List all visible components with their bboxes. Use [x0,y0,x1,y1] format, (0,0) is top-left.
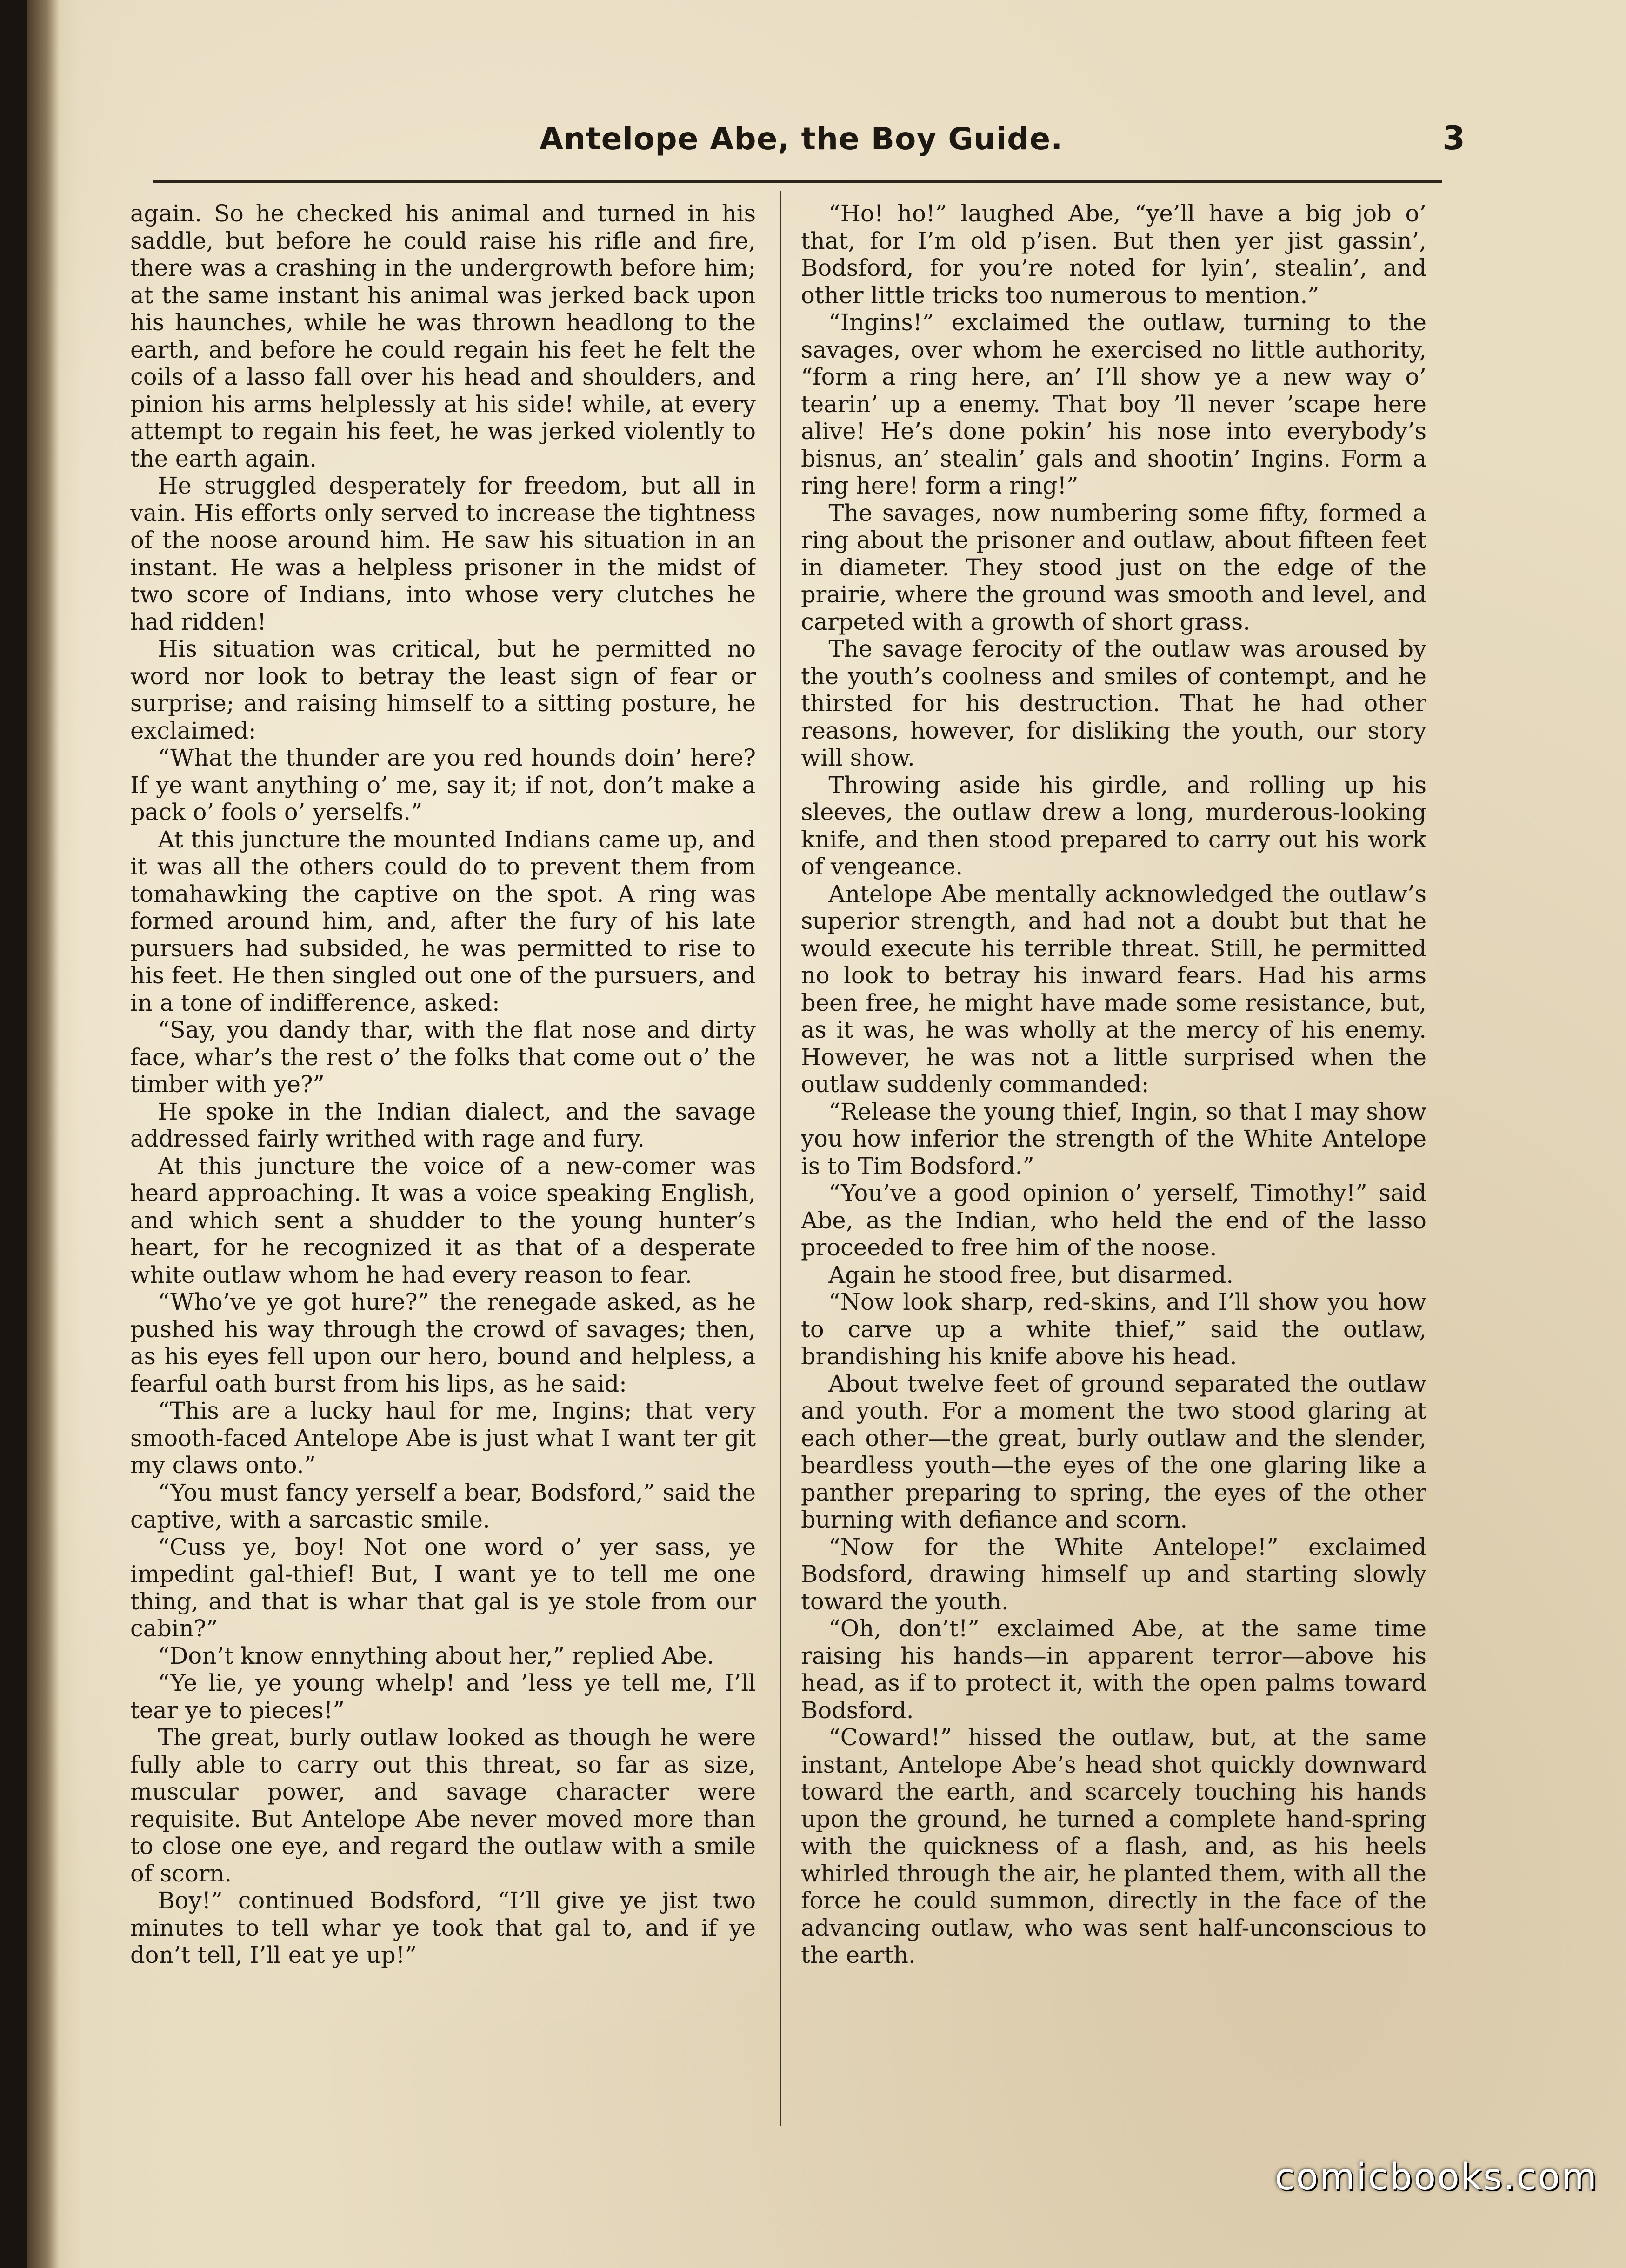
paragraph: Antelope Abe mentally acknowledged the outlaw’s superior strength, and had not a doubt but that he would execute his terrible threat. Still, he permitted no look to betray his inward fears. Had his arms been free, he might have made some resistance, but, as it was, he was wholly at the mercy of his enemy. However, he was not a little surprised when the outlaw suddenly commanded: [801,880,1426,1098]
paragraph: At this juncture the mounted Indians came up, and it was all the others could do to prevent them from tomahawking the captive on the spot. A ring was formed around him, and, after the fury of his late pursuers had subsided, he was permitted to rise to his feet. He then singled out one of the pursuers, and in a tone of indifference, asked: [130,826,756,1016]
paragraph: “Now look sharp, red-skins, and I’ll show you how to carve up a white thief,” said the outlaw, brandishing his knife above his head. [801,1288,1426,1370]
paragraph: “This are a lucky haul for me, Ingins; that very smooth-faced Antelope Abe is just what I want ter git my claws onto.” [130,1397,756,1479]
paragraph: His situation was critical, but he permitted no word nor look to betray the least sign of fear or surprise; and raising himself to a sitting posture, he exclaimed: [130,635,756,744]
paragraph: “Say, you dandy thar, with the flat nose and dirty face, whar’s the rest o’ the folks that come out o’ the timber with ye?” [130,1016,756,1098]
site-watermark: comicbooks.com [1274,2156,1598,2198]
running-title: Antelope Abe, the Boy Guide. [540,121,1063,157]
paragraph: “What the thunder are you red hounds doin’ here? If ye want anything o’ me, say it; if not, don’t make a pack o’ fools o’ yerselfs.” [130,744,756,826]
paragraph: “Now for the White Antelope!” exclaimed Bodsford, drawing himself up and starting slowly toward the youth. [801,1533,1426,1615]
page-number: 3 [1442,119,1465,157]
paragraph: The great, burly outlaw looked as though he were fully able to carry out this threat, so far as size, muscular power, and savage character were requisite. But Antelope Abe never moved more than to close one eye, and regard the outlaw with a smile of scorn. [130,1724,756,1887]
left-column [130,200,756,2135]
paragraph: “You’ve a good opinion o’ yerself, Timothy!” said Abe, as the Indian, who held the end of the lasso proceeded to free him of the noose. [801,1180,1426,1261]
right-column [801,200,1426,2135]
paragraph: “Who’ve ye got hure?” the renegade asked, as he pushed his way through the crowd of savages; then, as his eyes fell upon our hero, bound and helpless, a fearful oath burst from his lips, as he said: [130,1288,756,1397]
paragraph: Boy!” continued Bodsford, “I’ll give ye jist two minutes to tell whar ye took that gal to, and if ye don’t tell, I’ll eat ye up!” [130,1887,756,1968]
paragraph: “Ye lie, ye young whelp! and ’less ye tell me, I’ll tear ye to pieces!” [130,1669,756,1724]
page-spine-shadow [27,0,60,2268]
paragraph: He struggled desperately for freedom, but all in vain. His efforts only served to increase the tightness of the noose around him. He saw his situation in an instant. He was a helpless prisoner in the midst of two score of Indians, into whose very clutches he had ridden! [130,472,756,635]
paragraph: “Don’t know ennything about her,” replied Abe. [158,1642,714,1669]
paragraph: “Cuss ye, boy! Not one word o’ yer sass, ye impedint gal-thief! But, I want ye to tell me one thing, and that is whar that gal is ye stole from our cabin?” [130,1533,756,1642]
paragraph: Again he stood free, but disarmed. [828,1261,1233,1288]
page-header [149,107,1465,181]
paragraph: The savages, now numbering some fifty, formed a ring about the prisoner and outlaw, about fifteen feet in diameter. They stood just on the edge of the prairie, where the ground was smooth and level, and carpeted with a growth of short grass. [801,499,1426,635]
paragraph: again. So he checked his animal and turned in his saddle, but before he could raise his rifle and fire, there was a crashing in the undergrowth before him; at the same instant his animal was jerked back upon his haunches, while he was thrown headlong to the earth, and before he could regain his feet he felt the coils of a lasso fall over his head and shoulders, and pinion his arms helplessly at his side! while, at every attempt to regain his feet, he was jerked violently to the earth again. [130,200,756,472]
paragraph: “Coward!” hissed the outlaw, but, at the same instant, Antelope Abe’s head shot quickly downward toward the earth, and scarcely touching his hands upon the ground, he turned a complete hand-spring with the quickness of a flash, and, as his heels whirled through the air, he planted them, with all the force he could summon, directly in the face of the advancing outlaw, who was sent half-unconscious to the earth. [801,1724,1426,1968]
paragraph: “Oh, don’t!” exclaimed Abe, at the same time raising his hands—in apparent terror—above his head, as if to protect it, with the open palms toward Bodsford. [801,1615,1426,1724]
paragraph: At this juncture the voice of a new-comer was heard approaching. It was a voice speaking English, and which sent a shudder to the young hunter’s heart, for he recognized it as that of a desperate white outlaw whom he had every reason to fear. [130,1152,756,1288]
paragraph: “Ingins!” exclaimed the outlaw, turning to the savages, over whom he exercised no little authority, “form a ring here, an’ I’ll show ye a new way o’ tearin’ up a enemy. That boy ’ll never ’scape here alive! He’s done pokin’ his nose into everybody’s bisnus, an’ stealin’ gals and shootin’ Ingins. Form a ring here! form a ring!” [801,309,1426,499]
paragraph: “Release the young thief, Ingin, so that I may show you how inferior the strength of the White Antelope is to Tim Bodsford.” [801,1098,1426,1180]
paragraph: “You must fancy yerself a bear, Bodsford,” said the captive, with a sarcastic smile. [130,1479,756,1533]
paragraph: Throwing aside his girdle, and rolling up his sleeves, the outlaw drew a long, murderous-looking knife, and then stood prepared to carry out his work of vengeance. [801,771,1426,880]
paragraph: “Ho! ho!” laughed Abe, “ye’ll have a big job o’ that, for I’m old p’isen. But then yer jist gassin’, Bodsford, for you’re noted for lyin’, stealin’, and other little tricks too numerous to mention.” [801,200,1426,309]
paragraph: He spoke in the Indian dialect, and the savage addressed fairly writhed with rage and fury. [130,1098,756,1152]
header-rule [153,180,1442,183]
paragraph: About twelve feet of ground separated the outlaw and youth. For a moment the two stood glaring at each other—the great, burly outlaw and the slender, beardless youth—the eyes of the one glaring like a panther preparing to spring, the eyes of the other burning with defiance and scorn. [801,1370,1426,1533]
column-divider [780,191,781,2126]
paragraph: The savage ferocity of the outlaw was aroused by the youth’s coolness and smiles of contempt, and he thirsted for his destruction. That he had other reasons, however, for disliking the youth, our story will show. [801,635,1426,771]
